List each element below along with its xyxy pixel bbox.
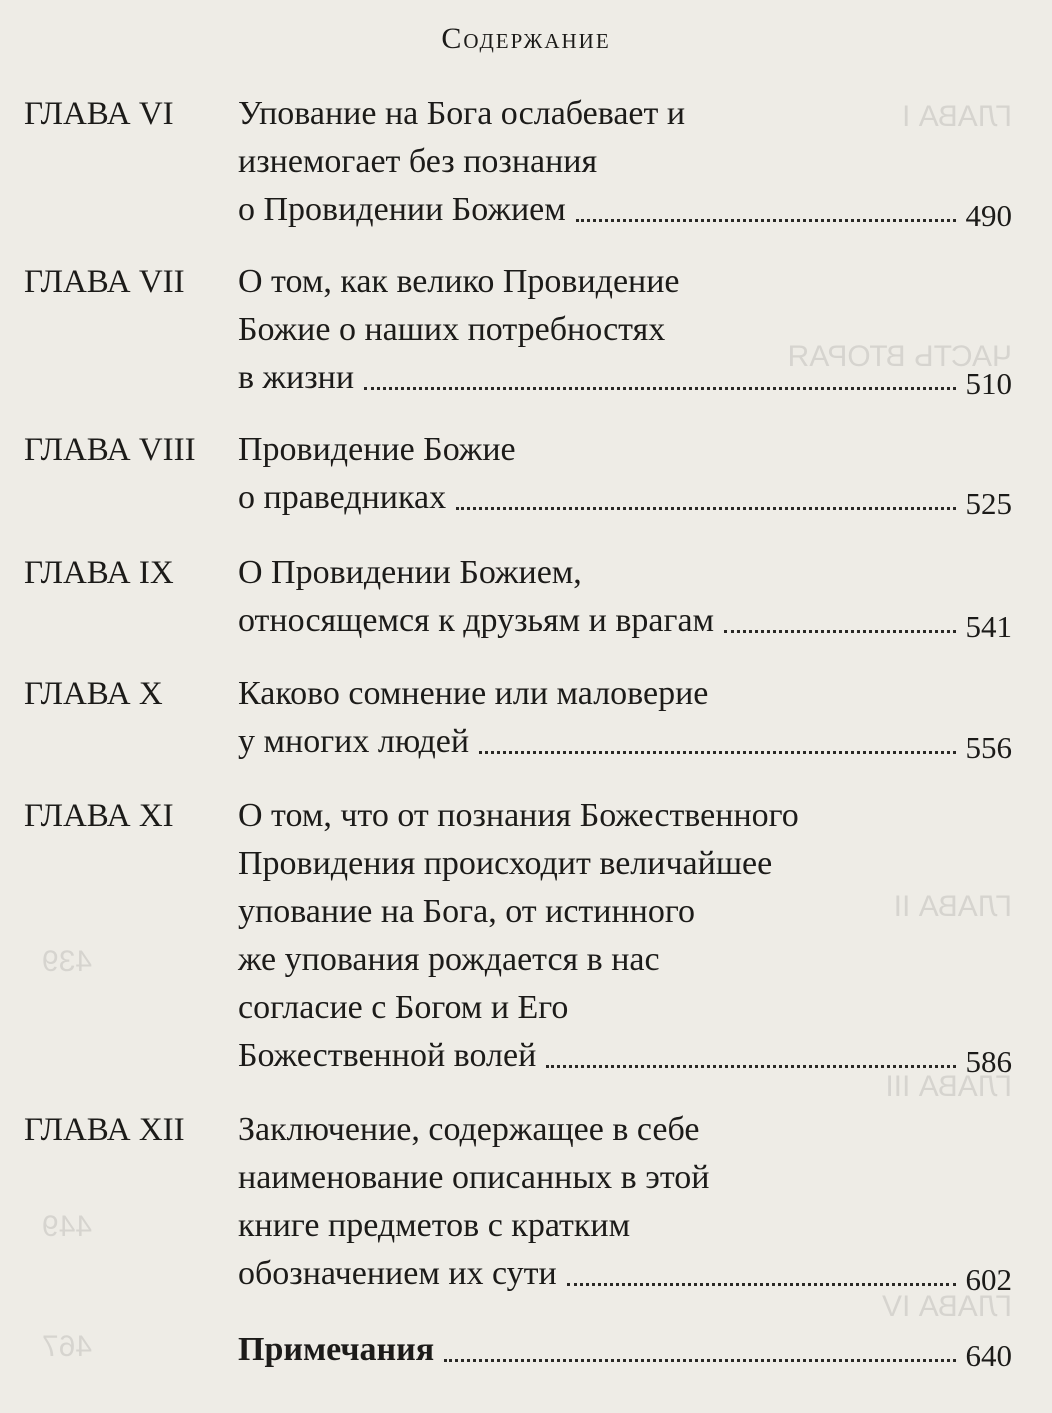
title-line: Провидение Божие	[238, 431, 516, 468]
title-line: в жизни	[238, 359, 355, 396]
chapter-title	[238, 670, 1018, 766]
bleed-text: ГЛАВА III	[885, 1070, 1012, 1103]
dot-leader	[364, 387, 955, 390]
chapter-number: ГЛАВА X	[24, 676, 163, 712]
title-line: у многих людей	[238, 723, 470, 760]
chapter-number: ГЛАВА XII	[24, 1112, 185, 1148]
title-line: О том, как велико Провидение	[238, 263, 680, 300]
bleed-text: 449	[41, 1210, 92, 1243]
title-line: же упования рождается в нас	[238, 941, 660, 978]
dot-leader	[479, 751, 955, 754]
title-line: О Провидении Божием,	[238, 554, 582, 591]
page-number: 556	[965, 730, 1012, 765]
title-line: изнемогает без познания	[238, 143, 598, 180]
page-number: 602	[965, 1262, 1012, 1297]
title-line: Заключение, содержащее в себе	[238, 1111, 700, 1148]
bleed-text: ЧАСТЬ ВТОРАЯ	[787, 340, 1012, 373]
page-number: 541	[965, 609, 1012, 644]
notes-label: Примечания	[238, 1331, 435, 1368]
chapter-number: ГЛАВА VII	[24, 264, 185, 300]
dot-leader	[567, 1283, 956, 1286]
title-line: упование на Бога, от истинного	[238, 893, 695, 930]
title-line: о праведниках	[238, 479, 447, 516]
title-line: О том, что от познания Божественного	[238, 797, 799, 834]
title-line: Божественной волей	[238, 1037, 537, 1074]
bleed-text: 467	[41, 1330, 92, 1363]
dot-leader	[456, 507, 955, 510]
chapter-title	[238, 426, 1018, 522]
dot-leader	[724, 630, 955, 633]
page-number: 586	[965, 1044, 1012, 1079]
chapter-title	[238, 549, 1018, 645]
title-line: книге предметов с кратким	[238, 1207, 631, 1244]
chapter-title	[238, 1106, 1018, 1298]
bleed-text: ГЛАВА I	[902, 100, 1012, 133]
bleed-text: ГЛАВА II	[893, 890, 1012, 923]
dot-leader	[576, 219, 956, 222]
chapter-number: ГЛАВА VIII	[24, 432, 196, 468]
bleed-text: 439	[41, 945, 92, 978]
chapter-title	[238, 792, 1018, 1080]
chapter-number: ГЛАВА IX	[24, 555, 174, 591]
page-number: 525	[965, 486, 1012, 521]
title-line: Каково сомнение или маловерие	[238, 675, 709, 712]
title-line: Упование на Бога ослабевает и	[238, 95, 686, 132]
chapter-number: ГЛАВА XI	[24, 798, 174, 834]
notes-title	[238, 1326, 1018, 1374]
title-line: Провидения происходит величайшее	[238, 845, 773, 882]
page-number: 640	[965, 1338, 1012, 1373]
page-number: 510	[965, 366, 1012, 401]
bleed-text: ГЛАВА IV	[882, 1290, 1012, 1323]
chapter-number: ГЛАВА VI	[24, 96, 174, 132]
title-line: согласие с Богом и Его	[238, 989, 569, 1026]
title-line: относящемся к друзьям и врагам	[238, 602, 715, 639]
title-line: о Провидении Божием	[238, 191, 566, 228]
dot-leader	[546, 1065, 955, 1068]
page-number: 490	[965, 198, 1012, 233]
chapter-title	[238, 90, 1018, 234]
page-heading: Содержание	[441, 22, 611, 55]
title-line: обозначением их сути	[238, 1255, 557, 1292]
title-line: Божие о наших потребностях	[238, 311, 666, 348]
chapter-title	[238, 258, 1018, 402]
dot-leader	[444, 1359, 955, 1362]
title-line: наименование описанных в этой	[238, 1159, 710, 1196]
